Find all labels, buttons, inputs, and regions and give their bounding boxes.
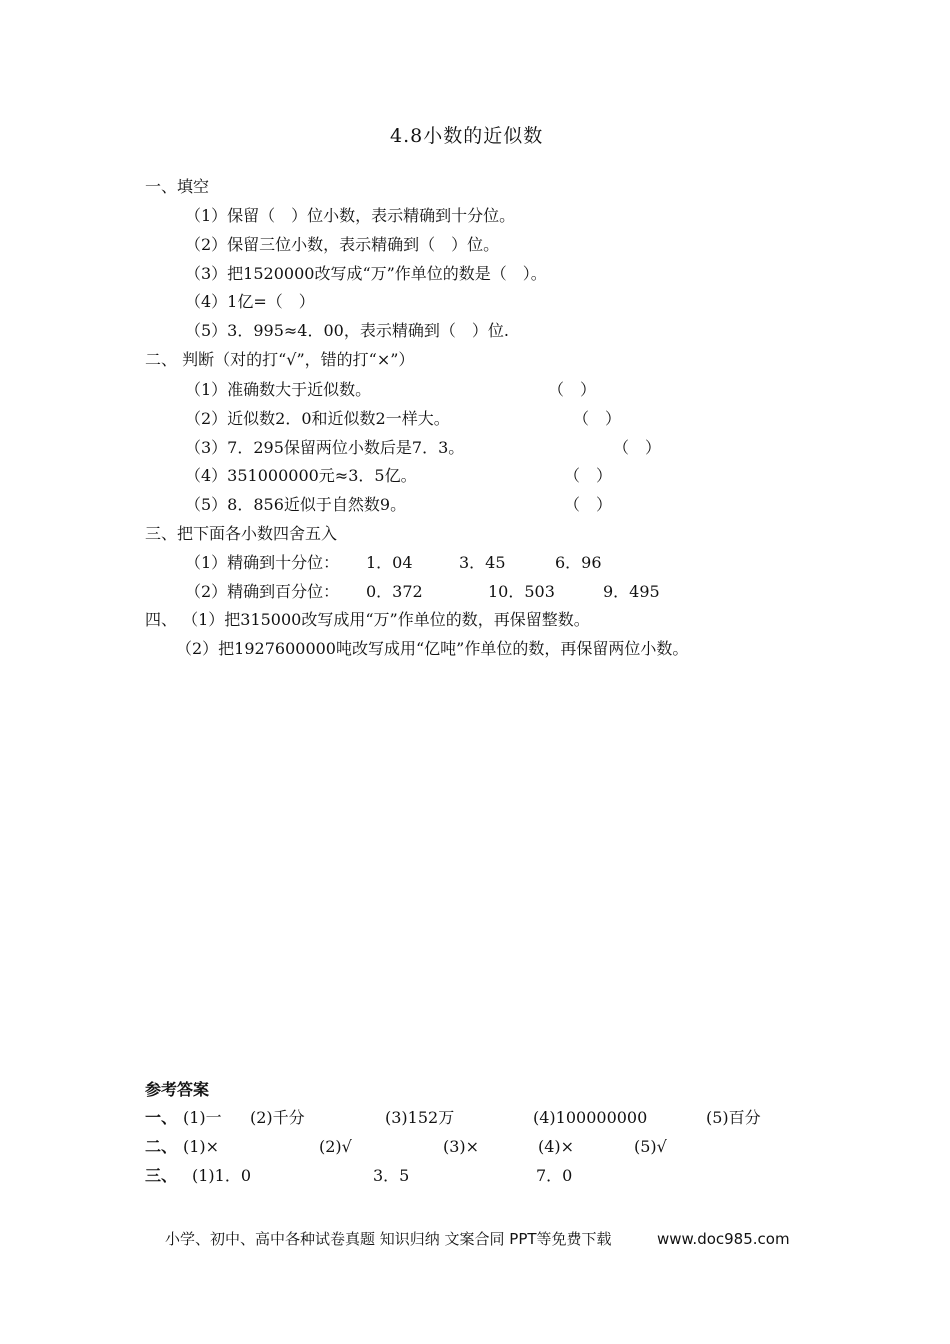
section1-item-1: （1）保留（ ）位小数，表示精确到十分位。 [185, 206, 516, 225]
answers-row3-item-1: (1)1．0 [192, 1166, 252, 1185]
answers-row2-item-4: (4)× [538, 1137, 575, 1156]
section1-item-2: （2）保留三位小数，表示精确到（ ）位。 [185, 235, 500, 254]
section3-row1-value-3: 6．96 [555, 553, 602, 572]
section3-row2-value-2: 10．503 [488, 582, 555, 601]
section1-item-5: （5）3．995≈4．00，表示精确到（ ）位. [185, 321, 509, 340]
section2-heading: 二、 判断（对的打“√”，错的打“×”） [145, 350, 415, 369]
section3-row2-value-3: 9．495 [603, 582, 660, 601]
page-title: 4.8小数的近似数 [390, 125, 544, 147]
section2-item-3: （3）7．295保留两位小数后是7．3。 [185, 438, 465, 457]
section1-item-4: （4）1亿=（ ） [185, 292, 315, 311]
answers-row1-item-1: (1)一 [183, 1108, 222, 1127]
answers-row2-item-3: (3)× [443, 1137, 480, 1156]
section2-bracket-5: （ ） [564, 495, 613, 514]
section2-bracket-2: （ ） [573, 409, 622, 428]
section3-heading: 三、把下面各小数四舍五入 [145, 524, 338, 543]
section1-item-3: （3）把1520000改写成“万”作单位的数是（ ）。 [185, 264, 547, 283]
answers-row1-item-2: (2)千分 [250, 1108, 305, 1127]
section2-item-1: （1）准确数大于近似数。 [185, 380, 372, 399]
answers-row1-label: 一、 [145, 1108, 178, 1127]
section2-bracket-1: （ ） [548, 380, 597, 399]
section3-row1-label: （1）精确到十分位： [185, 553, 340, 572]
answers-row2-label: 二、 [145, 1137, 178, 1156]
answers-heading: 参考答案 [145, 1080, 210, 1099]
answers-row3-label: 三、 [145, 1166, 178, 1185]
section2-item-4: （4）351000000元≈3．5亿。 [185, 466, 417, 485]
section2-item-5: （5）8．856近似于自然数9。 [185, 495, 407, 514]
answers-row3-item-3: 7．0 [536, 1166, 573, 1185]
answers-row3-item-2: 3．5 [373, 1166, 410, 1185]
section3-row2-label: （2）精确到百分位： [185, 582, 340, 601]
section1-heading: 一、填空 [145, 177, 210, 196]
section2-bracket-4: （ ） [564, 466, 613, 485]
section3-row1-value-2: 3．45 [459, 553, 506, 572]
answers-row2-item-2: (2)√ [319, 1137, 352, 1156]
section4-line-2: （2）把1927600000吨改写成用“亿吨”作单位的数，再保留两位小数。 [176, 639, 689, 658]
answers-row1-item-4: (4)100000000 [533, 1108, 648, 1127]
section2-bracket-3: （ ） [613, 438, 662, 457]
footer-text: 小学、初中、高中各种试卷真题 知识归纳 文案合同 PPT等免费下载 [165, 1230, 612, 1248]
section4-line-1: 四、 （1）把315000改写成用“万”作单位的数，再保留整数。 [145, 610, 590, 629]
answers-row1-item-5: (5)百分 [706, 1108, 761, 1127]
answers-row2-item-1: (1)× [183, 1137, 220, 1156]
section3-row2-value-1: 0．372 [366, 582, 423, 601]
answers-row2-item-5: (5)√ [634, 1137, 667, 1156]
footer-url[interactable]: www.doc985.com [657, 1230, 790, 1248]
section2-item-2: （2）近似数2．0和近似数2一样大。 [185, 409, 450, 428]
section3-row1-value-1: 1．04 [366, 553, 413, 572]
answers-row1-item-3: (3)152万 [385, 1108, 455, 1127]
